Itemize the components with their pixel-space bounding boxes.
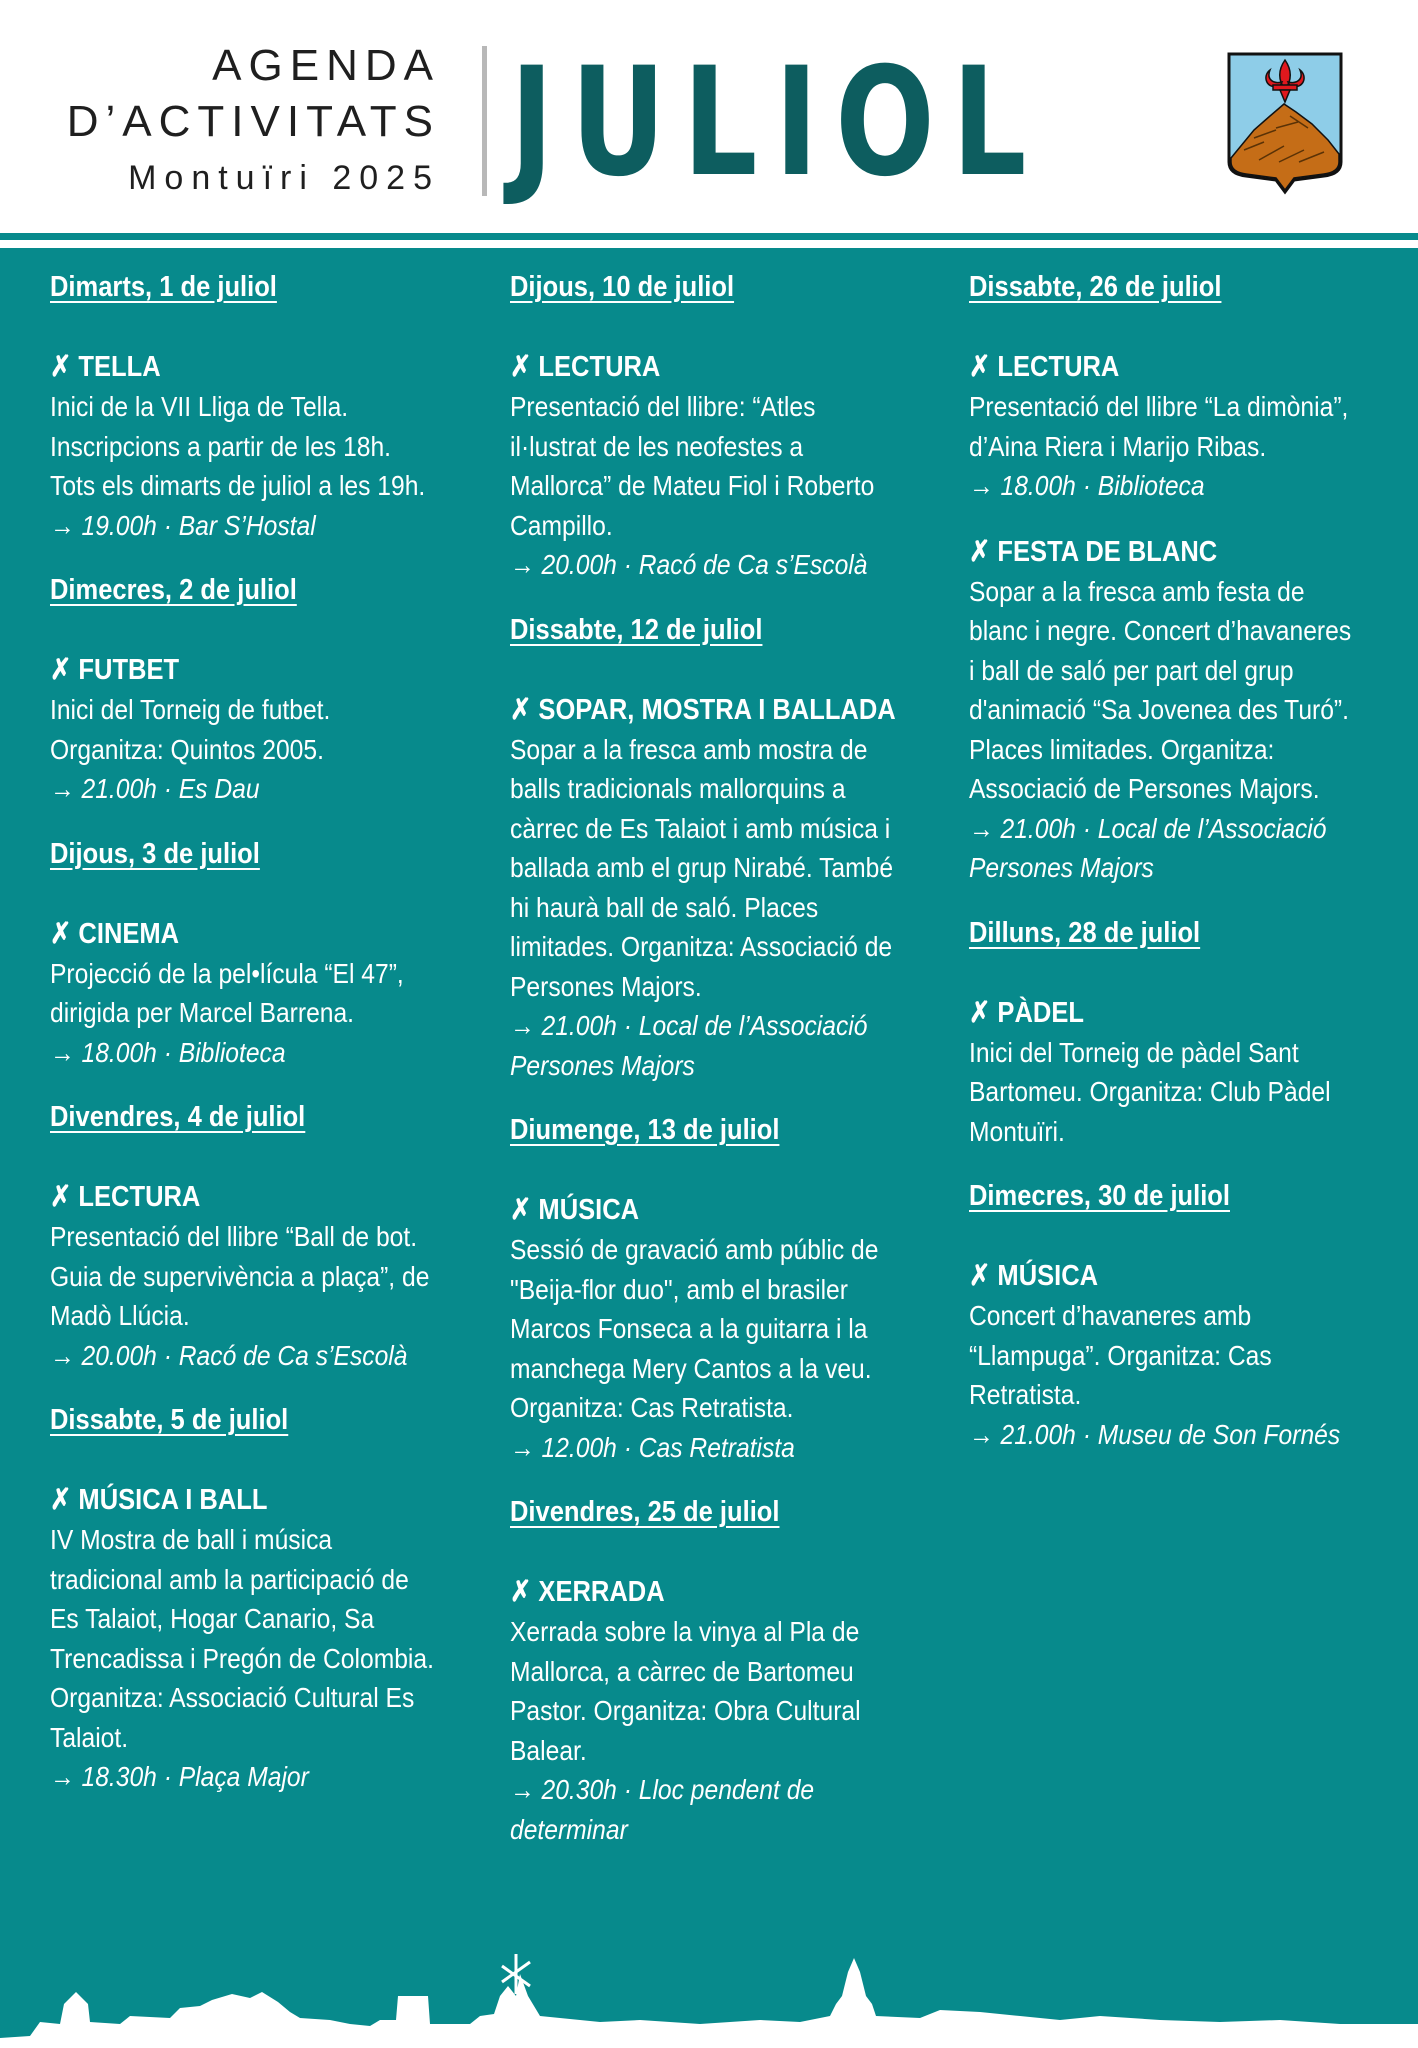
event-description-line: IV Mostra de ball i música [50, 1524, 333, 1555]
day-heading: Dissabte, 12 de juliol [510, 613, 763, 646]
cross-icon: ✗ [50, 917, 72, 950]
event-item [50, 1480, 471, 1797]
event-title [969, 993, 1390, 1033]
event-time-location: → 18.30h · Plaça Major [50, 1761, 309, 1792]
event-description-line: balls tradicionals mallorquins a [510, 773, 846, 804]
day-heading: Dijous, 10 de juliol [510, 271, 735, 303]
event-time-location: → 20.00h · Racó de Ca s’Escolà [50, 1339, 408, 1371]
cross-icon: ✗ [969, 351, 991, 383]
event-description-line: Organitza: Cas Retratista. [510, 1392, 794, 1423]
event-title [969, 532, 1390, 572]
event-description-line: Sessió de gravació amb públic de [510, 1234, 879, 1265]
event-time-location: → 18.00h · Biblioteca [50, 1036, 286, 1068]
event-time-location: determinar [510, 1813, 628, 1845]
cross-icon: ✗ [50, 351, 72, 383]
header-divider [482, 46, 487, 196]
event-item [50, 347, 471, 545]
event-description-line: Marcos Fonseca a la guitarra i la [510, 1313, 868, 1344]
event-item [969, 1256, 1390, 1454]
town-skyline-icon [0, 1912, 1418, 2048]
event-description-line: Balear. [510, 1734, 587, 1766]
event-description-line: Organitza: Quintos 2005. [50, 733, 324, 765]
event-item [50, 914, 471, 1073]
event-title-text: XERRADA [538, 1576, 665, 1608]
event-item [969, 532, 1390, 888]
event-title [510, 690, 931, 730]
event-item [510, 1190, 931, 1467]
event-description-line: Presentació del llibre: “Atles [510, 391, 816, 422]
event-description-line: "Beija-flor duo", amb el brasiler [510, 1273, 848, 1305]
event-title-text: LECTURA [997, 351, 1120, 383]
event-description-line: Places limitades. Organitza: [969, 733, 1275, 765]
cross-icon: ✗ [510, 693, 532, 726]
day-heading: Divendres, 25 de juliol [510, 1496, 780, 1528]
day-heading: Dimecres, 2 de juliol [50, 574, 297, 606]
month-title: JULIOL [510, 36, 1044, 210]
event-description-line: Sopar a la fresca amb festa de [969, 575, 1305, 607]
event-time-location: → 21.00h · Local de l’Associació [969, 812, 1327, 844]
event-description-line: Persones Majors. [510, 970, 702, 1002]
event-description-line: blanc i negre. Concert d’havaneres [969, 615, 1352, 646]
event-description-line: Bartomeu. Organitza: Club Pàdel [969, 1076, 1331, 1107]
event-description-line: il·lustrat de les neofestes a [510, 430, 804, 462]
agenda-title [67, 38, 440, 206]
event-time-location: → 19.00h · Bar S’Hostal [50, 509, 316, 541]
event-title-text: CINEMA [78, 917, 180, 950]
event-description-line: Guia de supervivència a plaça”, de [50, 1260, 430, 1292]
event-title [50, 1177, 471, 1217]
event-title-text: PÀDEL [997, 996, 1084, 1029]
event-description-line: Inscripcions a partir de les 18h. [50, 430, 392, 462]
event-description-line: Es Talaiot, Hogar Canario, Sa [50, 1603, 375, 1634]
cross-icon: ✗ [50, 654, 72, 686]
cross-icon: ✗ [969, 535, 991, 568]
event-time-location: → 18.00h · Biblioteca [969, 470, 1205, 501]
day-heading: Dissabte, 26 de juliol [969, 271, 1222, 303]
event-description-line: ballada amb el grup Nirabé. També [510, 852, 894, 883]
cross-icon: ✗ [50, 1181, 72, 1213]
title-line-town-year: Montuïri 2025 [128, 159, 440, 197]
day-heading: Dilluns, 28 de juliol [969, 916, 1201, 949]
event-description-line: Trencadissa i Pregón de Colombia. [50, 1642, 434, 1674]
event-description-line: manchega Mery Cantos a la veu. [510, 1352, 872, 1384]
day-heading: Diumenge, 13 de juliol [510, 1114, 780, 1146]
agenda-column-1 [50, 268, 470, 1823]
event-description-line: Retratista. [969, 1379, 1082, 1410]
event-time-location: → 20.00h · Racó de Ca s’Escolà [510, 549, 868, 580]
event-description-line: Campillo. [510, 509, 613, 541]
event-title-text: FUTBET [78, 654, 180, 686]
event-title-text: TELLA [78, 351, 161, 383]
event-title [969, 347, 1390, 387]
cross-icon: ✗ [969, 1260, 991, 1292]
event-description-line: Inici del Torneig de futbet. [50, 694, 331, 725]
event-title [510, 1572, 931, 1612]
event-item [969, 993, 1390, 1152]
event-description-line: Inici del Torneig de pàdel Sant [969, 1036, 1299, 1068]
title-line-agenda: AGENDA [212, 41, 440, 90]
event-title-text: MÚSICA [997, 1260, 1099, 1292]
event-title [50, 1480, 471, 1520]
event-description-line: Madò Llúcia. [50, 1300, 190, 1331]
event-time-location: Persones Majors [510, 1049, 695, 1081]
event-description-line: Montuïri. [969, 1115, 1065, 1147]
event-description-line: Concert d’havaneres amb [969, 1300, 1252, 1331]
event-title-text: FESTA DE BLANC [997, 535, 1218, 568]
fleur-de-lis-crest-icon [1224, 50, 1346, 196]
day-heading: Dissabte, 5 de juliol [50, 1404, 289, 1436]
event-item [510, 690, 931, 1086]
event-title-text: LECTURA [78, 1181, 201, 1213]
title-line-activitats: D’ACTIVITATS [66, 97, 440, 146]
event-description-line: Projecció de la pel•lícula “El 47”, [50, 957, 404, 989]
event-description-line: Talaiot. [50, 1721, 129, 1753]
agenda-column-3 [969, 268, 1389, 1480]
cross-icon: ✗ [510, 351, 532, 383]
event-description-line: Xerrada sobre la vinya al Pla de [510, 1616, 860, 1647]
event-title [50, 914, 471, 954]
event-time-location: → 21.00h · Es Dau [50, 773, 260, 804]
event-title [50, 650, 471, 690]
event-item [50, 1177, 471, 1375]
event-title-text: MÚSICA [538, 1194, 640, 1226]
event-time-location: → 21.00h · Local de l’Associació [510, 1010, 868, 1041]
event-item [50, 650, 471, 809]
event-title [510, 1190, 931, 1230]
event-title-text: MÚSICA I BALL [78, 1484, 268, 1516]
event-description-line: Mallorca, a càrrec de Bartomeu [510, 1655, 854, 1687]
event-title [510, 347, 931, 387]
agenda-column-2 [510, 268, 930, 1875]
cross-icon: ✗ [50, 1484, 72, 1516]
event-title [50, 347, 471, 387]
event-description-line: tradicional amb la participació de [50, 1563, 409, 1595]
header-rule [0, 233, 1418, 240]
day-heading: Dimarts, 1 de juliol [50, 271, 277, 303]
event-time-location: Persones Majors [969, 852, 1154, 883]
event-title-text: SOPAR, MOSTRA I BALLADA [538, 693, 896, 726]
event-description-line: càrrec de Es Talaiot i amb música i [510, 812, 891, 844]
event-description-line: hi haurà ball de saló. Places [510, 891, 819, 923]
event-description-line: Presentació del llibre “Ball de bot. [50, 1221, 418, 1252]
event-description-line: Organitza: Associació Cultural Es [50, 1682, 415, 1713]
event-description-line: Associació de Persones Majors. [969, 773, 1320, 804]
event-description-line: Sopar a la fresca amb mostra de [510, 733, 868, 765]
event-description-line: Pastor. Organitza: Obra Cultural [510, 1695, 861, 1726]
event-item [510, 1572, 931, 1849]
event-description-line: i ball de saló per part del grup [969, 654, 1294, 686]
day-heading: Dijous, 3 de juliol [50, 837, 260, 870]
header [0, 0, 1418, 232]
event-item [510, 347, 931, 585]
event-description-line: Inici de la VII Lliga de Tella. [50, 391, 349, 422]
event-description-line: Mallorca” de Mateu Fiol i Roberto [510, 470, 875, 501]
event-item [969, 347, 1390, 506]
cross-icon: ✗ [969, 996, 991, 1029]
event-description-line: Tots els dimarts de juliol a les 19h. [50, 470, 426, 501]
cross-icon: ✗ [510, 1576, 532, 1608]
event-description-line: dirigida per Marcel Barrena. [50, 997, 355, 1028]
event-description-line: limitades. Organitza: Associació de [510, 931, 893, 962]
event-title [969, 1256, 1390, 1296]
day-heading: Dimecres, 30 de juliol [969, 1180, 1230, 1212]
event-description-line: d'animació “Sa Jovenea des Turó”. [969, 694, 1349, 725]
day-heading: Divendres, 4 de juliol [50, 1101, 306, 1133]
agenda-panel [0, 248, 1418, 2048]
event-title-text: LECTURA [538, 351, 661, 383]
event-time-location: → 21.00h · Museu de Son Fornés [969, 1418, 1341, 1450]
event-description-line: d’Aina Riera i Marijo Ribas. [969, 430, 1267, 462]
cross-icon: ✗ [510, 1194, 532, 1226]
event-description-line: “Llampuga”. Organitza: Cas [969, 1339, 1272, 1371]
event-description-line: Presentació del llibre “La dimònia”, [969, 391, 1349, 422]
event-time-location: → 20.30h · Lloc pendent de [510, 1774, 815, 1805]
event-time-location: → 12.00h · Cas Retratista [510, 1431, 795, 1463]
